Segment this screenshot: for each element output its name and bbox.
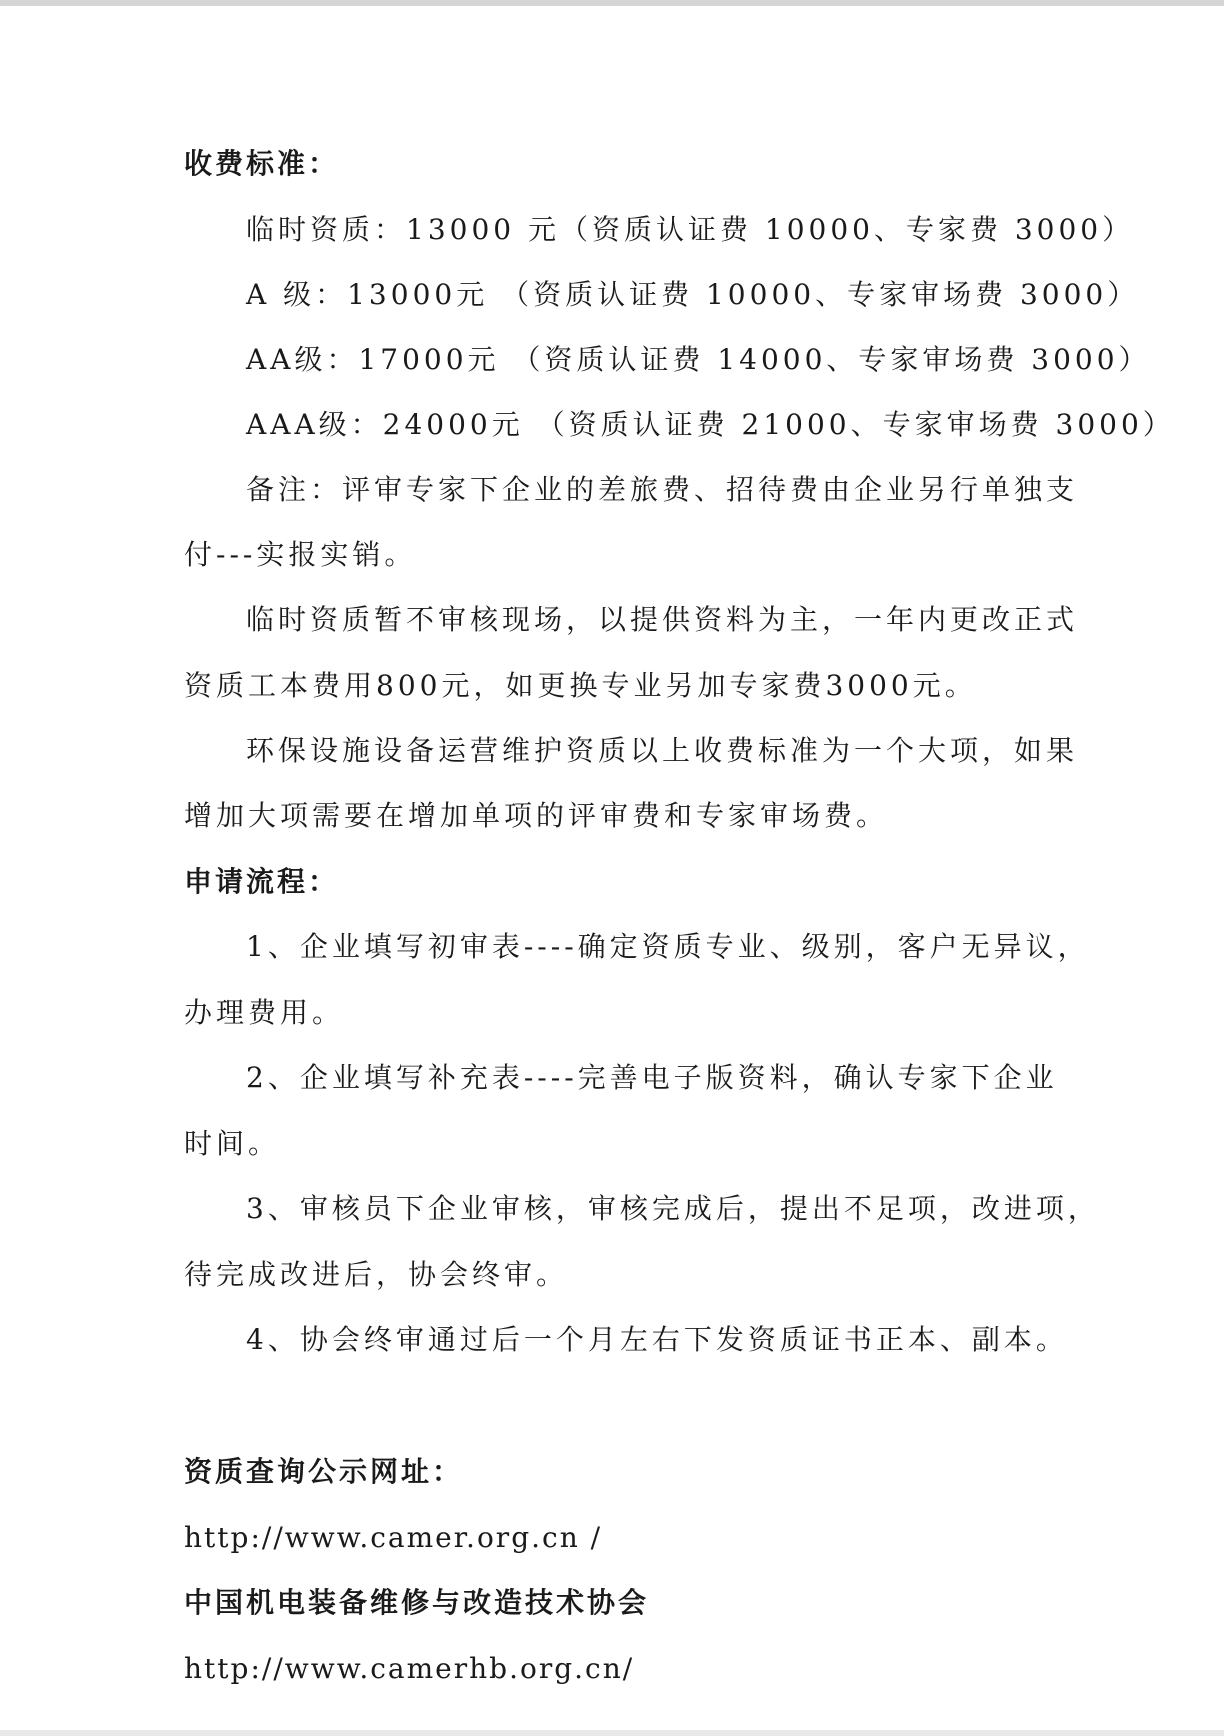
fee-grade-aaa: AAA级：24000元 （资质认证费 21000、专家审场费 3000） xyxy=(246,408,1175,441)
process-step-1-line-2: 办理费用。 xyxy=(184,996,345,1029)
fee-note-line-2: 付---实报实销。 xyxy=(184,538,417,571)
process-step-2-line-1: 2、企业填写补充表----完善电子版资料，确认专家下企业 xyxy=(246,1061,1058,1094)
env-note-line-2: 增加大项需要在增加单项的评审费和专家审场费。 xyxy=(184,799,889,832)
process-step-3-line-1: 3、审核员下企业审核，审核完成后，提出不足项，改进项， xyxy=(246,1192,1100,1225)
temp-note-line-1: 临时资质暂不审核现场，以提供资料为主，一年内更改正式 xyxy=(246,603,1079,636)
process-heading: 申请流程： xyxy=(184,865,340,898)
process-step-3-line-2: 待完成改进后，协会终审。 xyxy=(184,1258,569,1291)
fee-temp-qualification: 临时资质：13000 元（资质认证费 10000、专家费 3000） xyxy=(246,213,1135,246)
process-step-1-line-1: 1、企业填写初审表----确定资质专业、级别，客户无异议， xyxy=(246,930,1090,963)
bottom-edge-bar xyxy=(0,1730,1224,1736)
query-heading: 资质查询公示网址： xyxy=(184,1455,464,1488)
fee-grade-aa: AA级：17000元 （资质认证费 14000、专家审场费 3000） xyxy=(246,343,1151,376)
temp-note-line-2: 资质工本费用800元，如更换专业另加专家费3000元。 xyxy=(184,669,977,702)
process-step-2-line-2: 时间。 xyxy=(184,1127,281,1160)
query-url-1[interactable]: http://www.camer.org.cn / xyxy=(184,1521,603,1554)
fee-grade-a: A 级：13000元 （资质认证费 10000、专家审场费 3000） xyxy=(246,278,1140,311)
fee-note-line-1: 备注：评审专家下企业的差旅费、招待费由企业另行单独支 xyxy=(246,473,1079,506)
env-note-line-1: 环保设施设备运营维护资质以上收费标准为一个大项，如果 xyxy=(246,734,1079,767)
query-url-2[interactable]: http://www.camerhb.org.cn/ xyxy=(184,1652,635,1685)
fee-standard-heading: 收费标准： xyxy=(184,147,340,180)
process-step-4: 4、协会终审通过后一个月左右下发资质证书正本、副本。 xyxy=(246,1323,1068,1356)
association-name: 中国机电装备维修与改造技术协会 xyxy=(184,1586,650,1619)
